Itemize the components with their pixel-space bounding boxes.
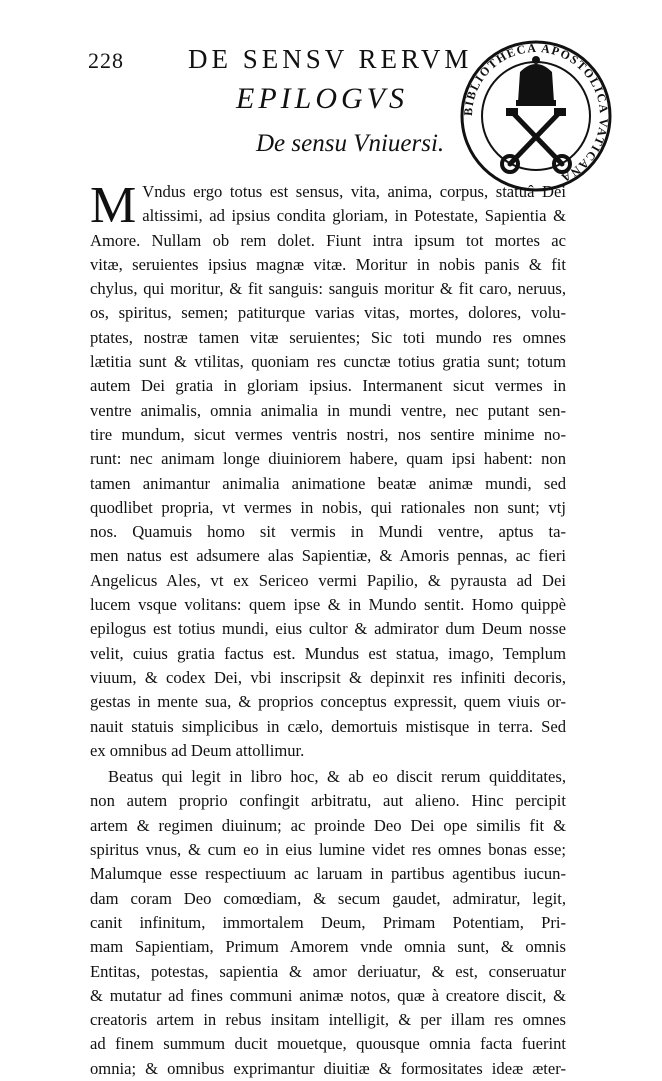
text-line: lucem vsque volitans: quem ipse & in Mundo sentit. Homo quippè (90, 595, 566, 615)
library-stamp (458, 38, 614, 194)
text-line: & mutatur ad fines communi animæ notos, quæ à creatore discit, & (90, 985, 566, 1005)
running-head: DE SENSV RERVM (188, 44, 473, 74)
text-line: mam Sapientiam, Primum Amorem vnde omnia sunt, & omnis (90, 937, 566, 957)
text-line: artem & regimen diuinum; ac proinde Deo Dei ope similis fit & (90, 815, 566, 835)
section-title: EPILOGVS (236, 82, 408, 115)
text-line: os, spiritus, semen; patiturque varias vitas, mortes, dolores, volu- (90, 303, 566, 323)
text-line: velit, cuius gratia factus est. Mundus est statua, imago, Templum (90, 643, 566, 663)
text-line: Malumque esse respectiuum ac laruam in partibus agentibus iucun- (90, 864, 566, 884)
paragraph-1 (90, 177, 566, 763)
text-line: canit infinitum, immortalem Deum, Primam Potentiam, Pri- (90, 912, 566, 932)
text-line: altissimi, ad ipsius condita gloriam, in Potestate, Sapientia & (142, 206, 566, 226)
text-line: autem Dei gratia in gloriam ipsius. Intermanent sicut vermes in (90, 376, 566, 396)
text-line: viuum, & codex Dei, vbi inscripsit & depinxit res infiniti decoris, (90, 667, 566, 687)
text-line: Angelicus Ales, vt ex Sericeo vermi Papilio, & pyrausta ad Dei (90, 570, 566, 590)
text-line: creatoris artem in rebus insitam intelligit, & per illam res omnes (90, 1010, 566, 1030)
text-line: ex omnibus ad Deum attollimur. (90, 740, 305, 760)
text-line: ad finem summum ducit mouetque, quousque omnia facta fuerint (90, 1034, 566, 1054)
text-line: quodlibet propria, vt vermes in nobis, qui rationales non sunt; vtj (90, 497, 566, 517)
page-number: 228 (88, 48, 124, 73)
text-line: runt: nec animam longe diuiniorem habere, quam ipsi habent: non (90, 449, 566, 469)
text-line: Beatus qui legit in libro hoc, & ab eo discit rerum quidditates, (108, 767, 566, 787)
text-line: nauit statuis simplicibus in cælo, demortuis mistisque in terra. Sed (90, 716, 566, 736)
text-line: Entitas, potestas, sapientia & amor deriuatur, & est, conseruatur (90, 961, 566, 981)
text-line: vitæ, seruientes ipsius magnæ vitæ. Moritur in nobis panis & fit (90, 254, 566, 274)
text-line: non autem proprio confingit arbitratu, aut alieno. Hinc percipit (90, 791, 566, 811)
text-line: dam coram Deo comœdiam, & secum gaudet, admiratur, legit, (90, 888, 566, 908)
text-line: Amore. Nullam ob rem dolet. Fiunt intra ipsum tot mortes ac (90, 230, 566, 250)
text-line: epilogus est totius mundi, eius cultor & admirator dum Deum nosse (90, 619, 566, 639)
text-line: tamen animantur animalia animatione beatæ animæ mundi, sed (90, 473, 566, 493)
subtitle: De sensu Vniuersi. (256, 130, 445, 157)
text-line: ventre animalis, omnia animalia in mundi ventre, nec putant sen- (90, 400, 566, 420)
paragraph-2 (90, 765, 566, 1081)
text-line: nos. Quamuis homo sit vermis in Mundi ventre, aptus ta- (90, 522, 566, 542)
text-line: spiritus vnus, & cum eo in eius lumine videt res omnes bonas esse; (90, 840, 566, 860)
text-line: chylus, qui moritur, & fit sanguis: sanguis moritur & fit caro, neruus, (90, 279, 566, 299)
text-line: men natus est adsumere alas Sapientiæ, & Amoris pennas, ac fieri (90, 546, 566, 566)
text-line: gestas in mente sua, & proprios conceptus expressit, quem viuis or- (90, 692, 566, 712)
body-text (90, 177, 566, 1081)
text-line: lætitia sunt & vtilitas, quoniam res cunctæ totius gratia sunt; totum (90, 352, 566, 372)
text-line: ptates, nostræ tamen vitæ seruientes; Sic toti mundo res omnes (90, 327, 566, 347)
text-line: tire mundum, sicut vermes ventris nostri, nos sentire minime no- (90, 424, 566, 444)
drop-capital: M (90, 177, 137, 234)
text-line: omnia; & omnibus exprimantur diuitiæ & formositates ideæ æter- (90, 1058, 566, 1078)
text-line: Vndus ergo totus est sensus, vita, anima, corpus, statuâ Dei (142, 182, 566, 201)
svg-text:BIBLIOTHECA APOSTOLICA VATICAN: BIBLIOTHECA APOSTOLICA VATICANA (460, 40, 612, 186)
